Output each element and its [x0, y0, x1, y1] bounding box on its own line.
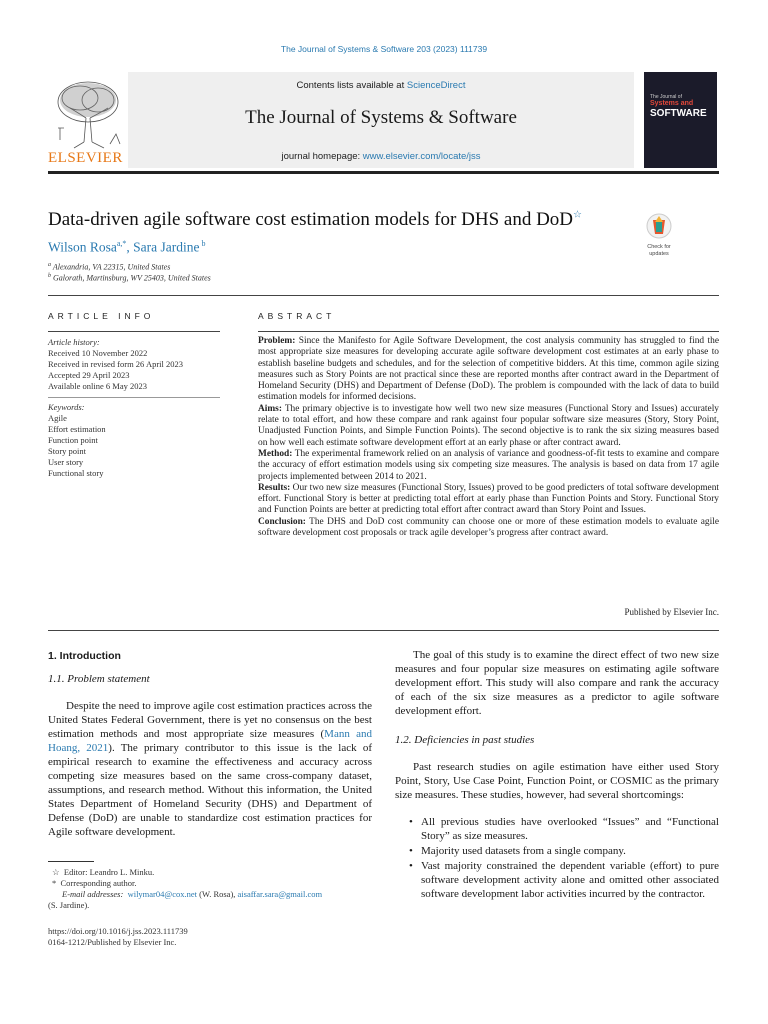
list-item: • Majority used datasets from a single company.	[409, 845, 626, 857]
contents-prefix: Contents lists available at	[296, 80, 407, 91]
email-rosa-link[interactable]: wilymar04@cox.net	[127, 889, 197, 899]
sciencedirect-link[interactable]: ScienceDirect	[406, 80, 466, 91]
paragraph: Despite the need to improve agile cost estimation practices across the United States Federal Government, there is yet no consensus on the best estimation methods and most appropriate size measures (Mann and Hoang, 2021). The primary contributor to this issue is the lack of empirical research to examine the effectiveness and accuracy across competing size measures based on the same cross-company dataset, assumptions, and research method. Without this information, the United States Department of Homeland Security (DHS) and Department of Defense (DoD) are unable to standardize cost estimation practices for Agile software development.	[48, 700, 373, 838]
check-for-updates-icon[interactable]	[639, 212, 679, 260]
footnote-emails: E-mail addresses: wilymar04@cox.net (W. Rosa), aisaffar.sara@gmail.com	[62, 889, 323, 899]
published-by: Published by Elsevier Inc.	[624, 607, 719, 617]
left-column	[48, 649, 372, 839]
elsevier-tree-logo	[50, 78, 126, 150]
cover-line3: SOFTWARE	[650, 108, 707, 119]
abstract-aims: Aims: The primary objective is to investigate how well two new size measures (Functional Story and Issues) accurately relate to total effort, and how these compare and rank against four popular software size measures (Story, Story Point, Unadjusted Function Points, and Simple Function Points). The second objective is to rank the six sizing measures based on how well each estimate software development effort at an early phase or after contract award.	[258, 403, 719, 448]
contents-line	[128, 80, 634, 91]
abstract-bottom-rule	[48, 630, 719, 631]
list-item: • Vast majority constrained the dependent variable (effort) to pure software development activity alone and omitted other associated software development labor activities incurred by the contractor.	[409, 860, 719, 900]
homepage-line	[128, 151, 634, 162]
affiliation-b: $^b$ Galorath, Martinsburg, WV 25403, United States	[48, 273, 211, 283]
author-separator: ,	[126, 239, 134, 255]
paragraph: Past research studies on agile estimation have either used Story Point, Story, Use Case Point, Function Point, or COSMIC as the primary size measures. These studies, however, had several shortcomings:	[395, 761, 719, 801]
author-jardine-sup[interactable]: b	[201, 239, 206, 248]
keyword: Agile	[48, 413, 67, 423]
paragraph: The goal of this study is to examine the direct effect of two new size measures and four popular size measures on estimating agile software development effort. This study will also compare and rank the accuracy of each of the six size measures as a predictor to agile software development effort.	[395, 649, 719, 717]
abstract-method: Method: The experimental framework relied on an analysis of variance and goodness-of-fit tests to examine and compare the accuracy of effort estimation models using six competing size measures. The analysis is based on data from 17 agile projects implemented between 2014 to 2021.	[258, 448, 719, 482]
check-updates-line2: updates	[649, 251, 669, 257]
subsection-heading-problem: 1.1. Problem statement	[48, 673, 150, 685]
keywords-rule	[48, 397, 220, 398]
keyword: Function point	[48, 435, 98, 445]
abstract-conclusion: Conclusion: The DHS and DoD cost community can choose one or more of these estimation models to evaluate agile software development cost proposals or track agile developer’s progress after contract award.	[258, 516, 719, 539]
check-updates-line1: Check for	[647, 244, 671, 250]
keywords-label: Keywords:	[48, 402, 85, 412]
article-title-text: Data-driven agile software cost estimation models for DHS and DoD	[48, 209, 574, 230]
footnote-editor: ☆ Editor: Leandro L. Minku.	[52, 867, 155, 877]
journal-title: The Journal of Systems & Software	[245, 107, 517, 128]
history-item: Available online 6 May 2023	[48, 381, 147, 391]
abstract-results: Results: Our two new size measures (Functional Story, Issues) proved to be good predicters of total software development effort. Functional Story is better at predicting total effort at early phase than Function Points and Story. Functional Story and Function Points are better at predicting total effort after contract award than Story Point and Issues.	[258, 482, 719, 516]
cover-line1: The Journal of	[650, 94, 682, 100]
history-label: Article history:	[48, 337, 100, 347]
cover-line2: Systems and	[650, 100, 694, 107]
homepage-prefix: journal homepage:	[281, 151, 363, 162]
abstract-body	[258, 336, 719, 539]
author-jardine[interactable]: Sara Jardine	[133, 239, 200, 255]
doi-link[interactable]: https://doi.org/10.1016/j.jss.2023.111739	[48, 926, 188, 936]
email-jardine-link[interactable]: aisaffar.sara@gmail.com	[237, 889, 323, 899]
shortcomings-list	[395, 815, 719, 901]
keyword: Functional story	[48, 468, 104, 478]
issn-line: 0164-1212/Published by Elsevier Inc.	[48, 937, 177, 947]
article-info-heading: ARTICLE INFO	[48, 311, 155, 321]
list-item: • All previous studies have overlooked “Issues” and “Functional Story” as size measures.	[409, 816, 719, 842]
keyword: Story point	[48, 446, 87, 456]
section-heading-introduction: 1. Introduction	[48, 650, 121, 662]
citation-link[interactable]: Mann and Hoang, 2021	[48, 728, 373, 754]
author-rosa[interactable]: Wilson Rosa	[48, 239, 117, 255]
info-rule	[48, 331, 220, 332]
article-history	[48, 337, 220, 392]
subsection-heading-deficiencies: 1.2. Deficiencies in past studies	[395, 734, 535, 746]
affiliation-a: $^a$ Alexandria, VA 22315, United States	[48, 262, 171, 272]
homepage-link[interactable]: www.elsevier.com/locate/jss	[362, 151, 481, 162]
author-rosa-sup[interactable]: a,*	[116, 239, 127, 248]
keyword: User story	[48, 457, 84, 467]
elsevier-logo-text: ELSEVIER	[48, 150, 123, 166]
history-item: Accepted 29 April 2023	[48, 370, 130, 380]
affiliation-rule	[48, 295, 719, 296]
abstract-heading: ABSTRACT	[258, 311, 336, 321]
keywords-block	[48, 402, 220, 479]
right-column	[395, 648, 719, 902]
footnote-rule	[48, 861, 94, 862]
footnotes	[48, 867, 372, 911]
author-list	[48, 239, 206, 256]
keyword: Effort estimation	[48, 424, 106, 434]
footnote-corresponding: * Corresponding author.	[52, 878, 137, 888]
history-item: Received 10 November 2022	[48, 348, 148, 358]
history-item: Received in revised form 26 April 2023	[48, 359, 184, 369]
header-rule	[48, 171, 719, 174]
abstract-problem: Problem: Since the Manifesto for Agile Software Development, the cost analysis community has struggled to find the most appropriate size measures for developing accurate agile software development cost estimates at an early phase to establish baseline budgets and schedules, and for the selection of competitive bidders. At this time, common agile sizing measures such as Story Points are not practical since these are reported months after contract award in the Department of Homeland Security (DHS) and Department of Defense (DoD). The problem is compounded with the lack of data to build estimation models for informed decisions.	[258, 336, 719, 403]
article-title	[48, 209, 582, 231]
journal-cover-image	[644, 72, 717, 168]
journal-reference[interactable]: The Journal of Systems & Software 203 (2023) 111739	[280, 44, 488, 54]
footnote-jardine: (S. Jardine).	[48, 900, 90, 910]
title-footnote-mark[interactable]: ☆	[573, 209, 582, 221]
abstract-rule	[258, 331, 719, 332]
